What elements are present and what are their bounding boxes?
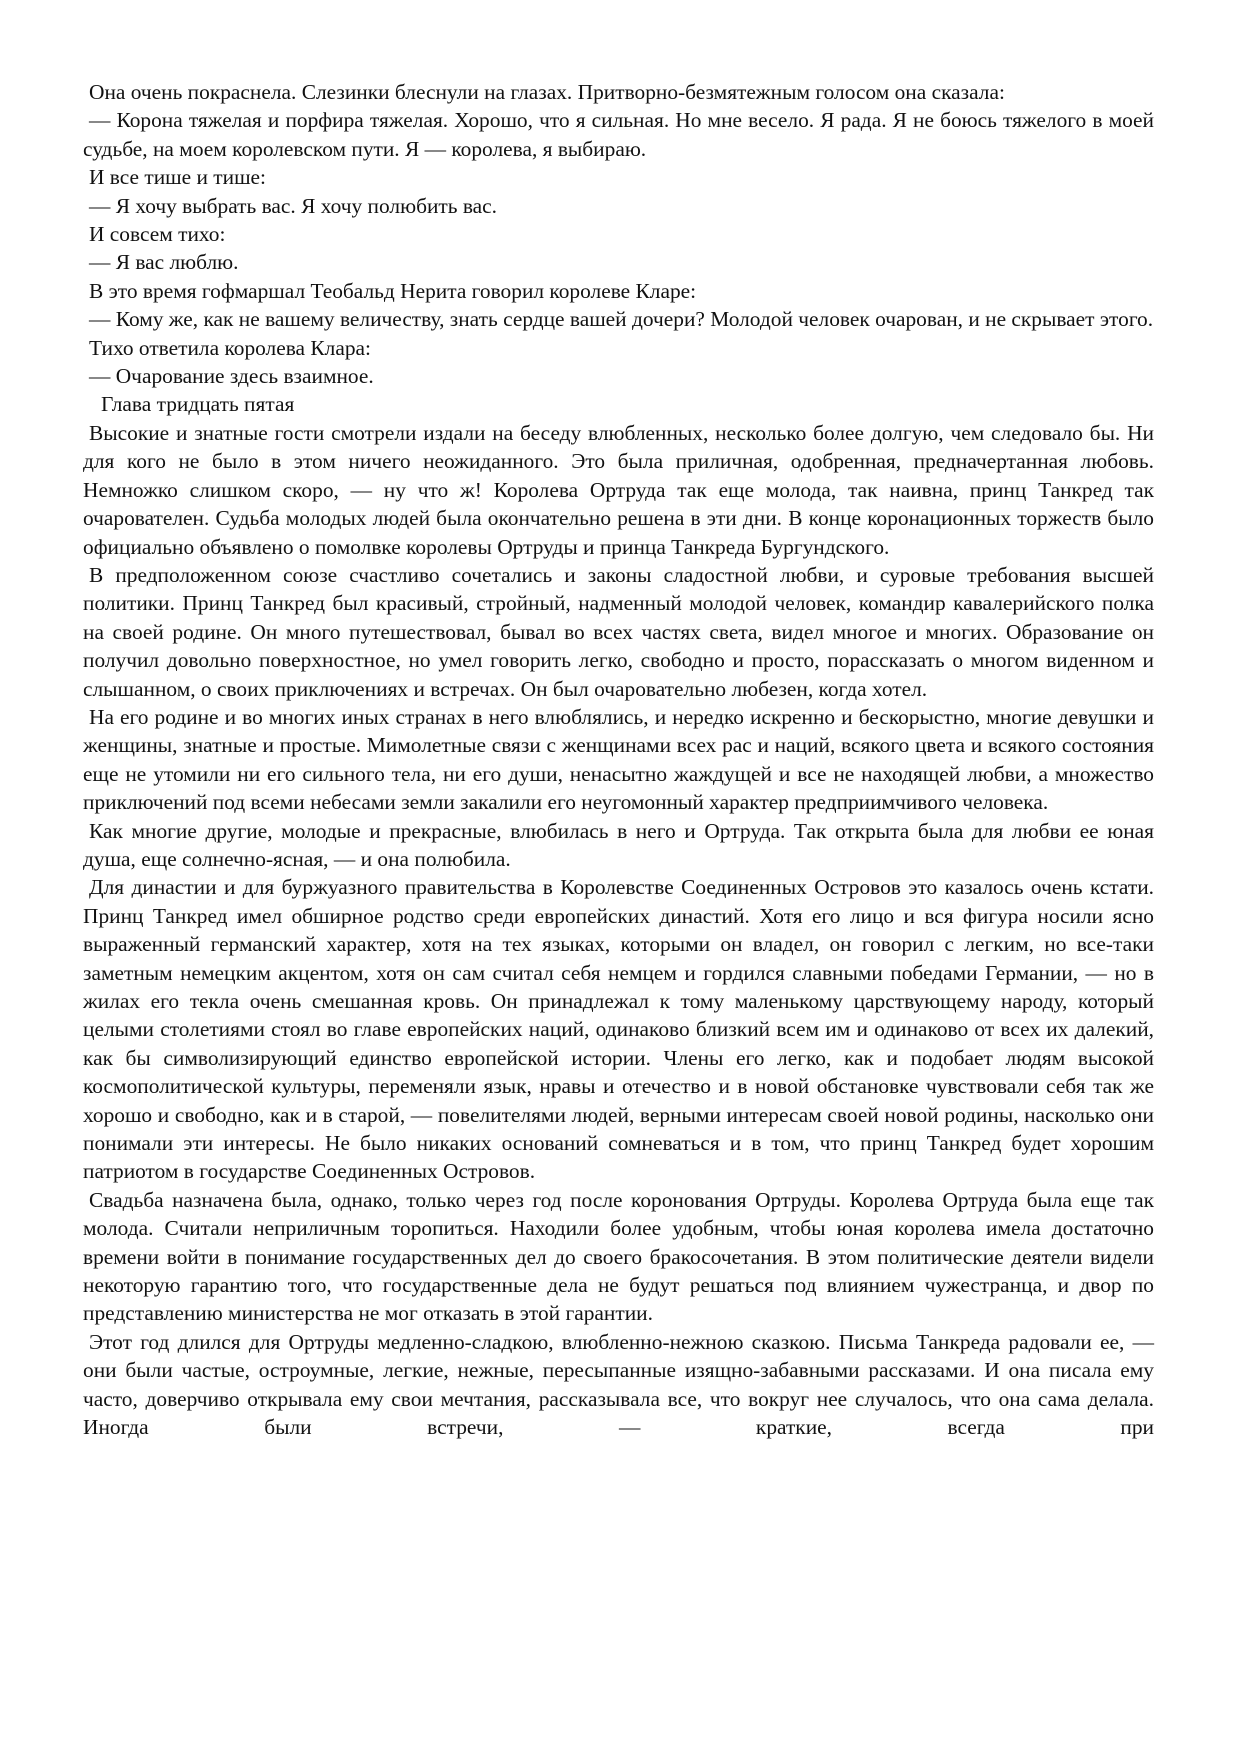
paragraph-17: Свадьба назначена была, однако, только через год после коронования Ортруды. Королева Ортруда была еще так молода. Считали неприличным торопиться. Находили более удобным, чтобы юная королева имела достаточно времени войти в понимание государственных дел до своего бракосочетания. В этом политические деятели видели некоторую гарантию того, что государственные дела не будут решаться под влиянием чужестранца, и двор по представлению министерства не мог отказать в этой гарантии.	[83, 1187, 1154, 1326]
paragraph-16: Для династии и для буржуазного правительства в Королевстве Соединенных Островов это казалось очень кстати. Принц Танкред имел обширное родство среди европейских династий. Хотя его лицо и вся фигура носили ясно выраженный германский характер, хотя на тех языках, которыми он владел, он говорил с легким, но все-таки заметным немецким акцентом, хотя он сам считал себя немцем и гордился славными победами Германии, — но в жилах его текла очень смешанная кровь. Он принадлежал к тому маленькому царствующему народу, который целыми столетиями стоял во главе европейских наций, одинаково близкий всем им и одинаково от всех их далекий, как бы символизирующий единство европейской истории. Члены его легко, как и подобает людям высокой космополитической культуры, переменяли язык, нравы и отечество и в новой обстановке чувствовали себя так же хорошо и свободно, как и в старой, — повелителями людей, верными интересам своей новой родины, насколько они понимали эти интересы. Не было никаких оснований сомневаться и в том, что принц Танкред будет хорошим патриотом в государстве Соединенных Островов.	[83, 875, 1154, 1184]
document-page	[83, 78, 1154, 1442]
paragraph-2: — Корона тяжелая и порфира тяжелая. Хорошо, что я сильная. Но мне весело. Я рада. Я не боюсь тяжелого в моей судьбе, на моем королевском пути. Я — королева, я выбираю.	[83, 108, 1154, 161]
paragraph-18: Этот год длился для Ортруды медленно-сладкою, влюбленно-нежною сказкою. Письма Танкреда радовали ее, — они были частые, остроумные, легкие, нежные, пересыпанные изящно-забавными рассказами. И она писала ему часто, доверчиво открывала ему свои мечтания, рассказывала все, что вокруг нее случалось, что она сама делала. Иногда были встречи, — краткие, всегда при	[83, 1329, 1154, 1440]
paragraph-13: В предположенном союзе счастливо сочетались и законы сладостной любви, и суровые требования высшей политики. Принц Танкред был красивый, стройный, надменный молодой человек, командир кавалерийского полка на своей родине. Он много путешествовал, бывал во всех частях света, видел многое и многих. Образование он получил довольно поверхностное, но умел говорить легко, свободно и просто, порассказать о многом виденном и слышанном, о своих приключениях и встречах. Он был очаровательно любезен, когда хотел.	[83, 562, 1154, 701]
paragraph-8: — Кому же, как не вашему величеству, знать сердце вашей дочери? Молодой человек очарован, и не скрывает этого.	[89, 307, 1154, 332]
paragraph-15: Как многие другие, молодые и прекрасные, влюбилась в него и Ортруда. Так открыта была для любви ее юная душа, еще солнечно-ясная, — и она полюбила.	[83, 818, 1154, 871]
chapter-heading: Глава тридцать пятая	[101, 392, 295, 417]
paragraph-10: — Очарование здесь взаимное.	[89, 364, 374, 389]
paragraph-1: Она очень покраснела. Слезинки блеснули на глазах. Притворно-безмятежным голосом она сказала:	[89, 80, 1005, 104]
paragraph-14: На его родине и во многих иных странах в него влюблялись, и нередко искренно и бескорыстно, многие девушки и женщины, знатные и простые. Мимолетные связи с женщинами всех рас и наций, всякого цвета и всякого состояния еще не утомили ни его сильного тела, ни его души, ненасытно жаждущей и все не находящей любви, а множество приключений под всеми небесами земли закалили его неугомонный характер предприимчивого человека.	[83, 704, 1154, 815]
paragraph-7: В это время гофмаршал Теобальд Нерита говорил королеве Кларе:	[89, 278, 697, 303]
paragraph-6: — Я вас люблю.	[89, 250, 239, 275]
paragraph-5: И совсем тихо:	[89, 222, 226, 247]
paragraph-4: — Я хочу выбрать вас. Я хочу полюбить вас.	[89, 193, 498, 218]
paragraph-9: Тихо ответила королева Клара:	[89, 335, 371, 360]
paragraph-12: Высокие и знатные гости смотрели издали на беседу влюбленных, несколько более долгую, чем следовало бы. Ни для кого не было в этом ничего неожиданного. Это была приличная, одобренная, предначертанная любовь. Немножко слишком скоро, — ну что ж! Королева Ортруда так еще молода, так наивна, принц Танкред так очарователен. Судьба молодых людей была окончательно решена в эти дни. В конце коронационных торжеств было официально объявлено о помолвке королевы Ортруды и принца Танкреда Бургундского.	[83, 420, 1154, 559]
paragraph-3: И все тише и тише:	[89, 165, 266, 190]
